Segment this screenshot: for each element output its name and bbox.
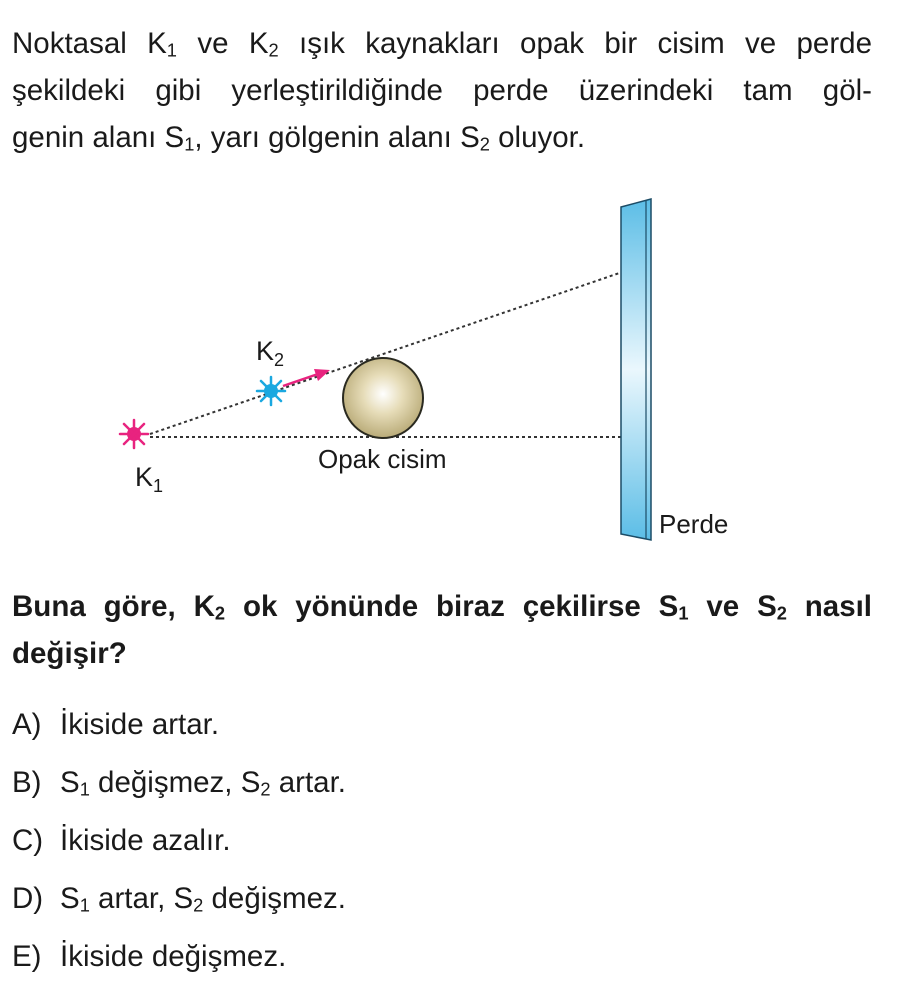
answer-options: [12, 696, 346, 986]
option-e[interactable]: [12, 928, 346, 986]
option-text: İkiside değişmez.: [60, 940, 287, 973]
option-text: İkiside artar.: [60, 708, 220, 741]
question-stem: [12, 20, 872, 161]
object-label: Opak cisim: [318, 444, 447, 474]
option-b[interactable]: [12, 754, 346, 812]
opaque-object: [343, 358, 423, 438]
option-a[interactable]: [12, 696, 346, 754]
option-text: $S_1$ değişmez, $S_2$ artar.: [60, 766, 346, 800]
option-d[interactable]: [12, 870, 346, 928]
stem-line-3: genin alanı $S_1$, yarı gölgenin alanı $S_2$ oluyor.: [12, 121, 586, 155]
option-letter: E): [12, 940, 42, 973]
option-letter: D): [12, 882, 44, 915]
k2-source-icon: [257, 377, 285, 405]
physics-figure: [0, 190, 901, 550]
option-text: İkiside azalır.: [60, 824, 231, 857]
question-line-1: Buna göre, $K_2$ ok yönünde biraz çekilirse $S_1$ ve $S_2$ nasıl: [12, 590, 873, 624]
direction-arrow-icon: [283, 369, 330, 386]
option-letter: A): [12, 708, 42, 741]
screen-label: Perde: [659, 509, 729, 539]
option-letter: C): [12, 824, 44, 857]
k2-label: $K_2$: [256, 336, 285, 370]
k1-label: $K_1$: [135, 462, 164, 496]
stem-line-1: Noktasal $K_1$ ve $K_2$ ışık kaynakları opak bir cisim ve perde: [12, 27, 872, 61]
option-c[interactable]: [12, 812, 346, 870]
stem-line-2: şekildeki gibi yerleştirildiğinde perde üzerindeki tam göl-: [12, 74, 872, 107]
k1-source-icon: [120, 420, 148, 448]
question-line-2: değişir?: [12, 637, 127, 670]
screen: [621, 199, 651, 540]
option-letter: B): [12, 766, 42, 799]
question-prompt: [12, 583, 872, 677]
option-text: $S_1$ artar, $S_2$ değişmez.: [60, 882, 346, 916]
